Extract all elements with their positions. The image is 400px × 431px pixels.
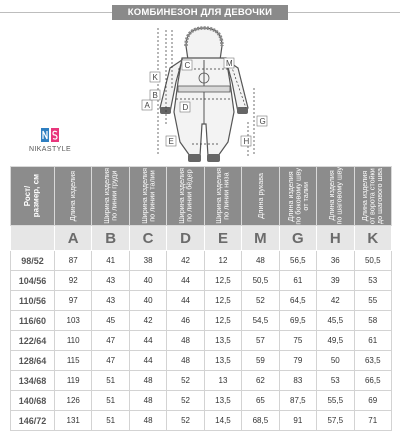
header-4-line-1: Ширина изделия: [176, 168, 186, 224]
left-boot: [188, 154, 201, 162]
value-cell: 48: [242, 251, 279, 271]
left-cuff: [160, 107, 171, 114]
value-cell: 51: [92, 411, 129, 431]
header-3-line-1: Ширина изделия: [139, 168, 149, 224]
value-cell: 13: [204, 371, 241, 391]
size-cell: 122/64: [11, 331, 55, 351]
value-cell: 83: [279, 371, 316, 391]
header-9-line-3: до шагового шва: [375, 167, 385, 225]
header-9-line-1: Длина изделия: [360, 170, 370, 222]
header-9-line-2: от ворота стойки: [367, 168, 377, 224]
value-cell: 44: [129, 331, 166, 351]
value-cell: 43: [92, 271, 129, 291]
value-cell: 50: [317, 351, 354, 371]
value-cell: 59: [242, 351, 279, 371]
value-cell: 42: [167, 251, 204, 271]
value-cell: 58: [354, 311, 392, 331]
value-cell: 119: [55, 371, 92, 391]
value-cell: 54,5: [242, 311, 279, 331]
title-rule-left: [0, 12, 112, 13]
header-5-line-2: по линии низа: [221, 172, 231, 220]
value-cell: 13,5: [204, 331, 241, 351]
diagram-label-h: H: [243, 137, 250, 146]
value-cell: 61: [354, 331, 392, 351]
value-cell: 48: [167, 331, 204, 351]
header-8-line-2: по шаговому шву: [334, 167, 344, 225]
size-cell: 146/72: [11, 411, 55, 431]
value-cell: 42: [129, 311, 166, 331]
value-cell: 92: [55, 271, 92, 291]
table-row: [11, 311, 392, 331]
value-cell: 52: [167, 371, 204, 391]
size-cell: 128/64: [11, 351, 55, 371]
table-row: [11, 391, 392, 411]
value-cell: 39: [317, 271, 354, 291]
value-cell: 41: [92, 251, 129, 271]
value-cell: 87,5: [279, 391, 316, 411]
header-col-9: [354, 167, 392, 226]
header-4-line-2: по линии бёдер: [184, 169, 194, 223]
value-cell: 45,5: [317, 311, 354, 331]
value-cell: 47: [92, 351, 129, 371]
size-table: [10, 166, 392, 431]
brand-logo: [12, 127, 88, 157]
right-cuff: [237, 107, 248, 114]
header-7-line-2: по боковому шву: [293, 167, 303, 225]
diagram-label-k: K: [152, 73, 158, 82]
header-col-2: [92, 167, 129, 226]
value-cell: 55: [354, 291, 392, 311]
value-cell: 48: [129, 391, 166, 411]
size-cell: 110/56: [11, 291, 55, 311]
header-col-6: [242, 167, 279, 226]
title-rule-right: [288, 12, 400, 13]
value-cell: 48: [129, 371, 166, 391]
value-cell: 52: [242, 291, 279, 311]
table-row: [11, 351, 392, 371]
letter-cell-empty: [11, 226, 55, 251]
header-size: [11, 167, 55, 226]
value-cell: 51: [92, 391, 129, 411]
value-cell: 36: [317, 251, 354, 271]
diagram-label-c: C: [184, 61, 191, 70]
header-2-line-1: Ширина изделия: [102, 168, 112, 224]
value-cell: 97: [55, 291, 92, 311]
table-row: [11, 251, 392, 271]
value-cell: 42: [317, 291, 354, 311]
right-boot: [207, 154, 220, 162]
value-cell: 53: [354, 271, 392, 291]
header-col-4: [167, 167, 204, 226]
value-cell: 12,5: [204, 311, 241, 331]
diagram-label-a: A: [144, 101, 150, 110]
value-cell: 75: [279, 331, 316, 351]
value-cell: 53: [317, 371, 354, 391]
value-cell: 57: [242, 331, 279, 351]
header-col-3: [129, 167, 166, 226]
value-cell: 69,5: [279, 311, 316, 331]
value-cell: 50,5: [242, 271, 279, 291]
table-row: [11, 291, 392, 311]
value-cell: 49,5: [317, 331, 354, 351]
letter-cell: C: [129, 226, 166, 251]
brand-logo-icon: [40, 127, 60, 143]
value-cell: 52: [167, 391, 204, 411]
header-col-5: [204, 167, 241, 226]
value-cell: 87: [55, 251, 92, 271]
value-cell: 64,5: [279, 291, 316, 311]
value-cell: 13,5: [204, 351, 241, 371]
value-cell: 45: [92, 311, 129, 331]
size-rows: [11, 251, 392, 431]
value-cell: 51: [92, 371, 129, 391]
value-cell: 110: [55, 331, 92, 351]
value-cell: 66,5: [354, 371, 392, 391]
value-cell: 69: [354, 391, 392, 411]
value-cell: 13,5: [204, 391, 241, 411]
value-cell: 79: [279, 351, 316, 371]
header-8-line-1: Длина изделия: [326, 170, 336, 222]
header-row: [11, 167, 392, 226]
value-cell: 47: [92, 331, 129, 351]
letter-cell: K: [354, 226, 392, 251]
letter-cell: A: [55, 226, 92, 251]
header-5-line-1: Ширина изделия: [214, 168, 224, 224]
letter-cell: E: [204, 226, 241, 251]
value-cell: 38: [129, 251, 166, 271]
value-cell: 44: [129, 351, 166, 371]
size-cell: 98/52: [11, 251, 55, 271]
brand-name: NIKASTYLE: [28, 146, 72, 153]
diagram-label-g: G: [259, 117, 266, 126]
table-row: [11, 411, 392, 431]
size-cell: 116/60: [11, 311, 55, 331]
diagram-label-b: B: [152, 91, 158, 100]
header-7-line-1: Длина изделия: [285, 170, 295, 222]
value-cell: 65: [242, 391, 279, 411]
title-bar: [0, 0, 400, 24]
value-cell: 55,5: [317, 391, 354, 411]
size-cell: 104/56: [11, 271, 55, 291]
table-row: [11, 331, 392, 351]
value-cell: 44: [167, 291, 204, 311]
value-cell: 57,5: [317, 411, 354, 431]
value-cell: 126: [55, 391, 92, 411]
value-cell: 131: [55, 411, 92, 431]
value-cell: 68,5: [242, 411, 279, 431]
value-cell: 48: [167, 351, 204, 371]
value-cell: 50,5: [354, 251, 392, 271]
value-cell: 71: [354, 411, 392, 431]
header-size-line-1: Рост/: [23, 185, 33, 207]
value-cell: 63,5: [354, 351, 392, 371]
value-cell: 40: [129, 291, 166, 311]
value-cell: 61: [279, 271, 316, 291]
header-size-line-2: размер, см: [31, 174, 41, 218]
value-cell: 40: [129, 271, 166, 291]
table-row: [11, 371, 392, 391]
header-7-line-3: от талии: [300, 181, 310, 211]
header-6-line-1: Длина рукава: [255, 173, 265, 219]
size-cell: 134/68: [11, 371, 55, 391]
value-cell: 44: [167, 271, 204, 291]
header-col-1: [55, 167, 92, 226]
diagram-label-e: E: [168, 137, 174, 146]
page-title: КОМБИНЕЗОН ДЛЯ ДЕВОЧКИ: [112, 5, 288, 20]
letter-cell: B: [92, 226, 129, 251]
value-cell: 12,5: [204, 291, 241, 311]
header-1-line-1: Длина изделия: [68, 170, 78, 222]
value-cell: 12: [204, 251, 241, 271]
waist-belt: [178, 86, 230, 92]
table-row: [11, 271, 392, 291]
value-cell: 52: [167, 411, 204, 431]
diagram-label-m: M: [226, 59, 233, 68]
letter-cell: D: [167, 226, 204, 251]
value-cell: 48: [129, 411, 166, 431]
letter-cell: H: [317, 226, 354, 251]
value-cell: 14,5: [204, 411, 241, 431]
jumpsuit-illustration: [120, 24, 280, 169]
value-cell: 62: [242, 371, 279, 391]
header-col-7: [279, 167, 316, 226]
header-col-8: [317, 167, 354, 226]
letter-row: [11, 226, 392, 251]
header-2-line-2: по линии груди: [109, 170, 119, 222]
value-cell: 56,5: [279, 251, 316, 271]
value-cell: 43: [92, 291, 129, 311]
size-cell: 140/68: [11, 391, 55, 411]
value-cell: 12,5: [204, 271, 241, 291]
header-3-line-2: по линии талии: [147, 170, 157, 222]
value-cell: 91: [279, 411, 316, 431]
diagram-label-d: D: [182, 103, 189, 112]
value-cell: 46: [167, 311, 204, 331]
letter-cell: M: [242, 226, 279, 251]
garment-diagram: [120, 24, 280, 169]
value-cell: 103: [55, 311, 92, 331]
letter-cell: G: [279, 226, 316, 251]
value-cell: 115: [55, 351, 92, 371]
